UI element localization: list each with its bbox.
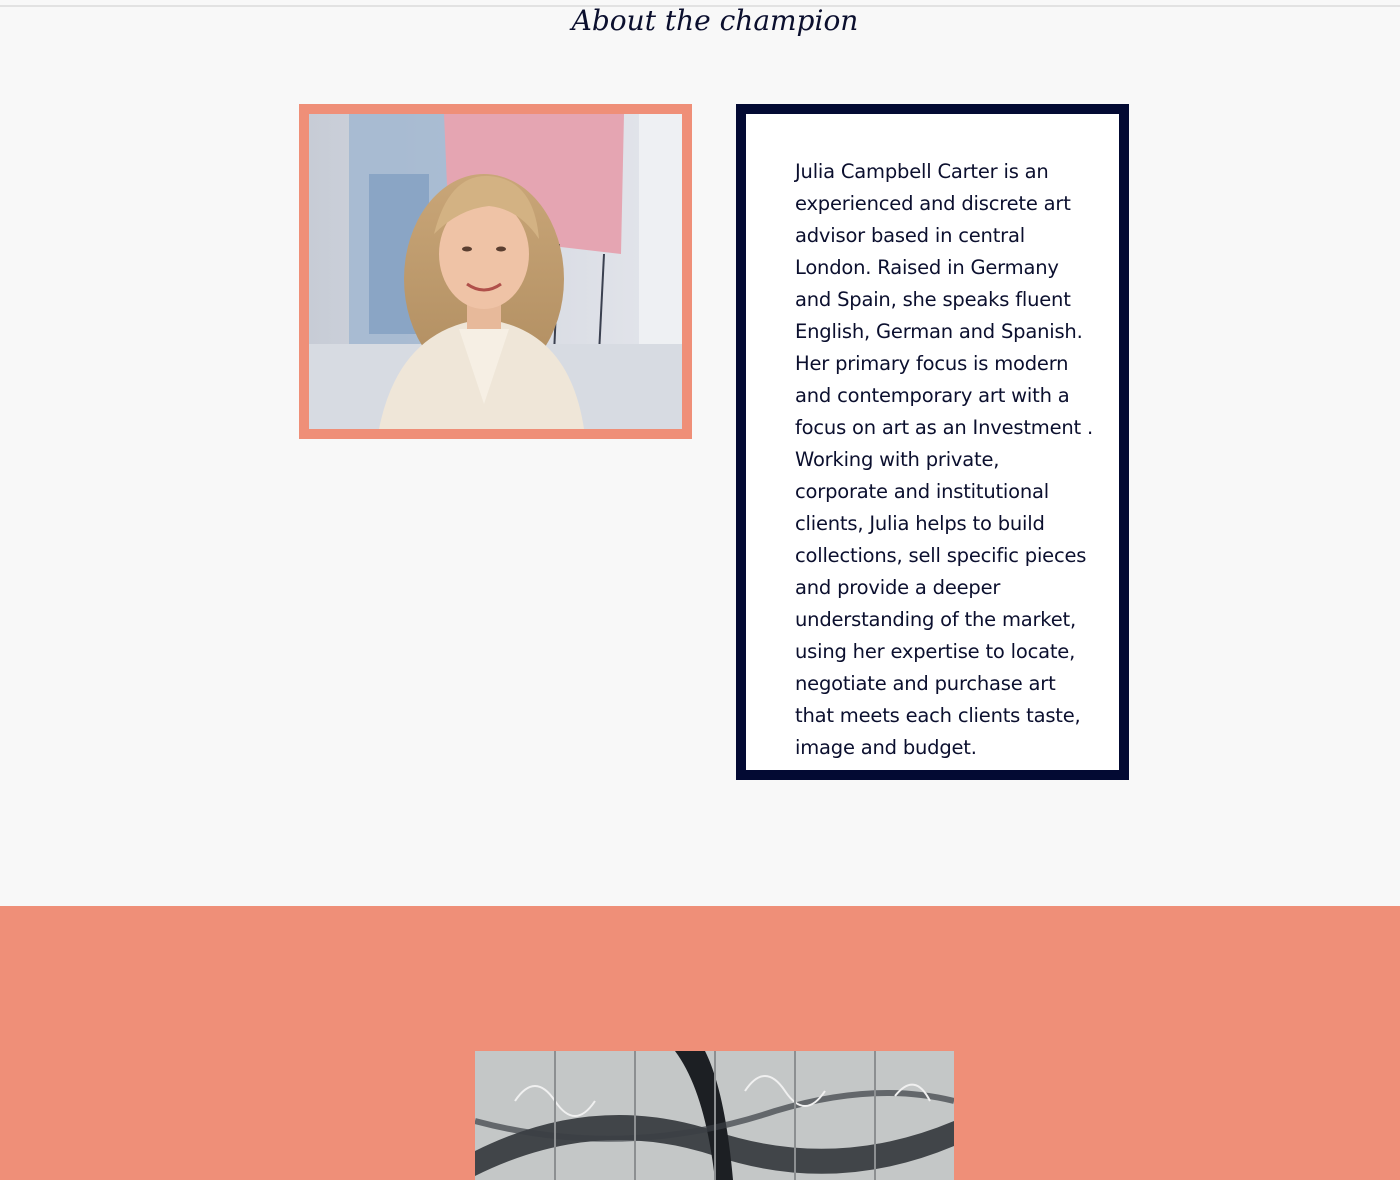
section-title: About the champion (571, 4, 859, 37)
featured-artwork-section (0, 906, 1400, 1180)
portrait-photo[interactable] (299, 104, 692, 439)
bio-text: Julia Campbell Carter is an experienced and discrete art advisor based in central London. Raised in Germany and Spain, she speaks fluent English, German and Spanish. Her primary focus is modern and contemporary art with a focus on art as an Investment . Working with private, corporate and institutional clients, Julia helps to build collections, sell specific pieces and provide a deeper understanding of the market, using her expertise to locate, negotiate and purchase art that meets each clients taste, image and budget. (795, 160, 1093, 759)
featured-artwork-image[interactable] (475, 1051, 954, 1180)
bio-card (736, 104, 1129, 780)
